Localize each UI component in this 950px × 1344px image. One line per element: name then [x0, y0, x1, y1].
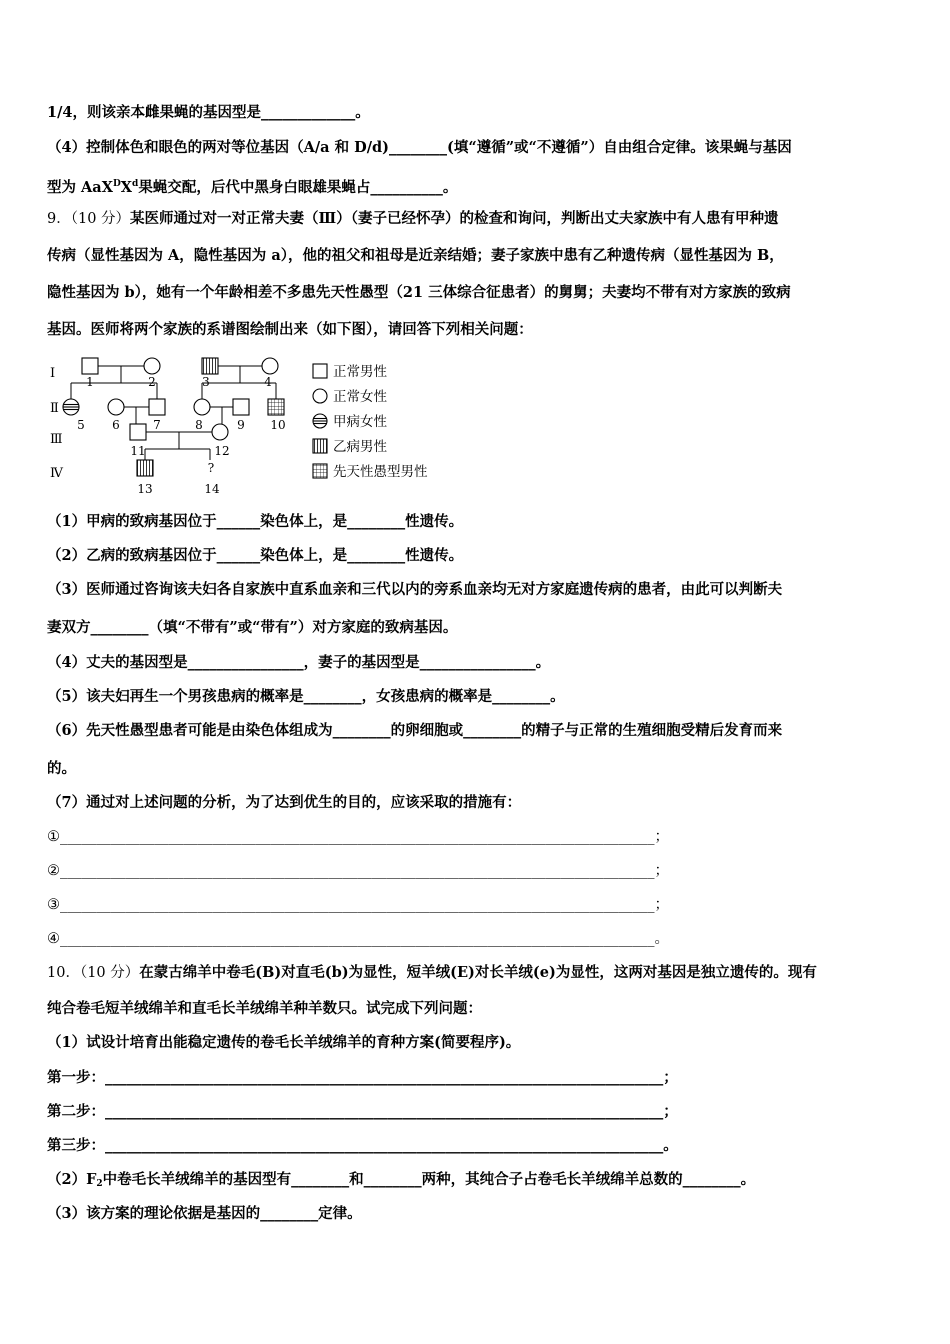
- ind-7-normal-male: [149, 399, 165, 415]
- q10-line-2: 纯合卷毛短羊绒绵羊和直毛长羊绒绵羊种羊数只。试完成下列问题：: [47, 1000, 482, 1017]
- legend-label-3: 甲病女性: [333, 414, 387, 430]
- gen-label-1: Ⅰ: [50, 366, 56, 381]
- legend-label-5: 先天性愚型男性: [333, 464, 428, 480]
- q9-sub-7: （7）通过对上述问题的分析，为了达到优生的目的，应该采取的措施有：: [47, 794, 522, 811]
- legend-down-syndrome-male-symbol: [313, 464, 327, 478]
- id-11: 11: [130, 444, 146, 458]
- ind-11-normal-male: [130, 424, 146, 440]
- legend-label-1: 正常男性: [333, 364, 387, 380]
- q10-line-1: 10．（10 分）在蒙古绵羊中卷毛(B)对直毛(b)为显性，短羊绒(E)对长羊绒(e)为显性，这两对基因是独立遗传的。现有: [47, 964, 817, 981]
- q9-sub-3a: （3）医师通过咨询该夫妇各自家族中直系血亲和三代以内的旁系血亲均无对方家庭遗传病的患者，由此可以判断夫: [47, 581, 783, 598]
- ind-6-normal-female: [108, 399, 124, 415]
- id-8: 8: [195, 418, 203, 432]
- id-1: 1: [86, 375, 94, 389]
- legend-label-2: 正常女性: [333, 389, 387, 405]
- id-4: 4: [264, 375, 272, 389]
- id-unknown-fetus: ?: [207, 461, 215, 475]
- q10-sub-1: （1）试设计培育出能稳定遗传的卷毛长羊绒绵羊的育种方案(简要程序)。: [47, 1034, 521, 1051]
- ind-12-normal-female: [212, 424, 228, 440]
- q9-sub-1: （1）甲病的致病基因位于______染色体上，是________性遗传。: [47, 513, 464, 530]
- q10-step-2: 第二步：_____________________________________________________________________________；: [47, 1103, 678, 1120]
- ind-13-disease-b-male: [137, 460, 153, 476]
- q10-step-1: 第一步：_____________________________________________________________________________；: [47, 1069, 678, 1086]
- legend-normal-male-symbol: [313, 364, 327, 378]
- q9-line-4: 基因。医师将两个家族的系谱图绘制出来（如下图），请回答下列相关问题：: [47, 321, 533, 338]
- q9-sub-3b: 妻双方________（填“不带有”或“带有”）对方家庭的致病基因。: [47, 619, 458, 636]
- ind-2-normal-female: [144, 358, 160, 374]
- ind-1-normal-male: [82, 358, 98, 374]
- q9-measure-4: ④__________________________________________________________________________________。: [47, 931, 669, 947]
- q9-sub-6b: 的。: [47, 760, 76, 777]
- id-6: 6: [112, 418, 120, 432]
- q8-line-3: 型为 $AaX^DX^d$果蝇交配，后代中黑身白眼雄果蝇占__________。: [47, 179, 458, 196]
- q10-number: 10．（10 分）: [47, 965, 140, 981]
- q9-line-2: 传病（显性基因为 A，隐性基因为 a），他的祖父和祖母是近亲结婚；妻子家族中患有乙种遗传病（显性基因为 B，: [47, 247, 784, 264]
- id-3: 3: [202, 375, 210, 389]
- legend-normal-female-symbol: [313, 389, 327, 403]
- q8-line-2: （4）控制体色和眼色的两对等位基因（A/a 和 D/d)________(填“遵循”或“不遵循”）自由组合定律。该果蝇与基因: [47, 139, 792, 156]
- id-7: 7: [153, 418, 161, 432]
- id-9: 9: [237, 418, 245, 432]
- q8-line-1: 1/4，则该亲本雌果蝇的基因型是_____________。: [47, 104, 370, 121]
- id-14: 14: [204, 482, 220, 496]
- legend-label-4: 乙病男性: [333, 439, 387, 455]
- id-5: 5: [77, 418, 85, 432]
- q9-sub-2: （2）乙病的致病基因位于______染色体上，是________性遗传。: [47, 547, 464, 564]
- id-10: 10: [270, 418, 286, 432]
- q9-sub-6a: （6）先天性愚型患者可能是由染色体组成为________的卵细胞或________的精子与正常的生殖细胞受精后发育而来: [47, 722, 783, 739]
- q9-measure-2: ②__________________________________________________________________________________；: [47, 863, 669, 879]
- q9-sub-4: （4）丈夫的基因型是________________，妻子的基因型是________________。: [47, 654, 551, 671]
- q9-measure-1: ①__________________________________________________________________________________；: [47, 829, 669, 845]
- id-12: 12: [214, 444, 230, 458]
- ind-3-disease-b-male: [202, 358, 218, 374]
- q9-sub-5: （5）该夫妇再生一个男孩患病的概率是________，女孩患病的概率是________。: [47, 688, 565, 705]
- q10-sub-2: $(2)F_2$中卷毛长羊绒绵羊的基因型有________和________两种，其纯合子占卷毛长羊绒绵羊总数的________。: [47, 1171, 756, 1189]
- legend-disease-b-male-symbol: [313, 439, 327, 453]
- q9-number: 9．（10 分）: [47, 211, 131, 227]
- q10-step-3: 第三步：_____________________________________________________________________________。: [47, 1137, 678, 1154]
- q10-sub-3: （3）该方案的理论依据是基因的________定律。: [47, 1205, 362, 1222]
- ind-4-normal-female: [262, 358, 278, 374]
- gen-label-3: Ⅲ: [50, 432, 63, 447]
- pedigree-chart: [40, 350, 460, 500]
- gen-label-2: Ⅱ: [50, 401, 59, 416]
- q9-line-3: 隐性基因为 b），她有一个年龄相差不多患先天性愚型（21 三体综合征患者）的舅舅；夫妻均不带有对方家族的致病: [47, 284, 791, 301]
- id-13: 13: [137, 482, 153, 496]
- ind-9-normal-male: [233, 399, 249, 415]
- id-2: 2: [148, 375, 156, 389]
- q9-line-1: 9．（10 分）某医师通过对一对正常夫妻（Ⅲ）（妻子已经怀孕）的检查和询问，判断出丈夫家族中有人患有甲种遗: [47, 210, 779, 227]
- ind-8-normal-female: [194, 399, 210, 415]
- q9-measure-3: ③__________________________________________________________________________________；: [47, 897, 669, 913]
- ind-10-down-syndrome-male: [268, 399, 284, 415]
- gen-label-4: Ⅳ: [50, 466, 63, 481]
